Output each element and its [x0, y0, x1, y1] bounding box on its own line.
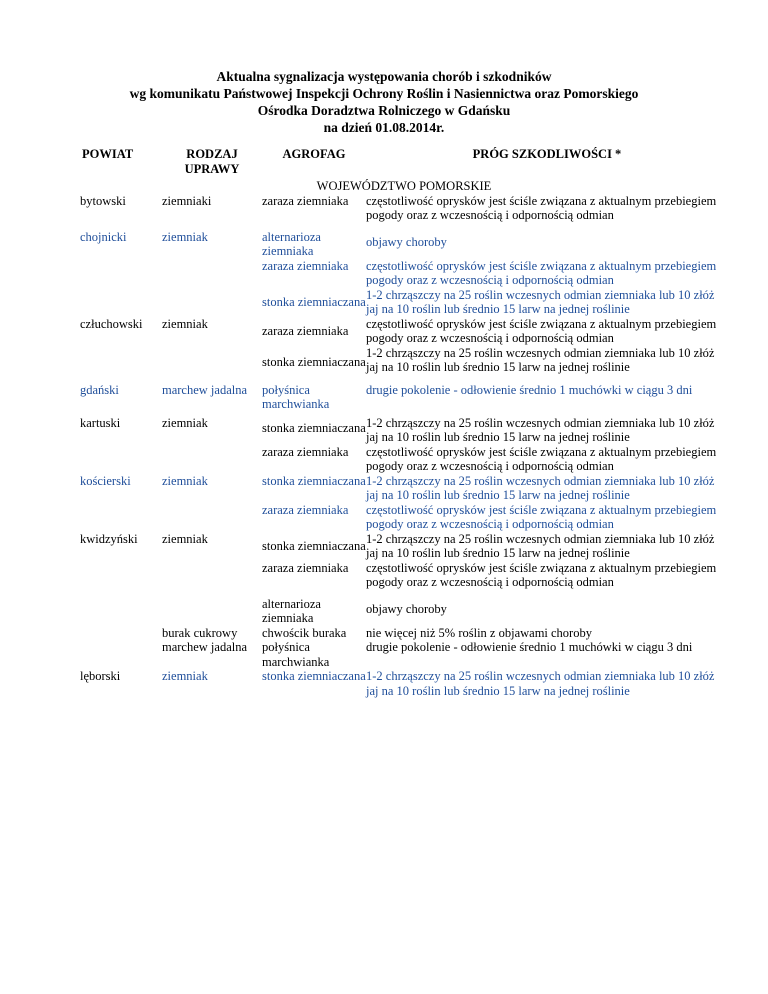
- agrofag-cell: zaraza ziemniaka: [262, 502, 349, 517]
- uprawa-cell: ziemniak: [162, 531, 208, 546]
- header-powiat: POWIAT: [82, 147, 134, 161]
- prog-cell: 1-2 chrząszczy na 25 roślin wczesnych odmian ziemniaka lub 10 złóż jaj na 10 roślin lub średnio 15 larw na jednej roślinie: [366, 531, 715, 560]
- uprawa-cell: ziemniaki: [162, 193, 212, 208]
- agrofag-cell: stonka ziemniaczana: [262, 420, 366, 435]
- uprawa-cell: ziemniak: [162, 669, 208, 683]
- powiat-cell: bytowski: [80, 193, 126, 208]
- table-row: [80, 561, 728, 594]
- header-rodzaj-uprawy: RODZAJ UPRAWY: [184, 147, 240, 176]
- title-line-4: na dzień 01.08.2014r.: [323, 120, 445, 135]
- table-row: [80, 346, 728, 379]
- uprawa-cell: marchew jadalna: [162, 640, 248, 654]
- powiat-cell: gdański: [80, 382, 119, 397]
- prog-cell: częstotliwość oprysków jest ściśle związana z aktualnym przebiegiem pogody oraz z wczesnością i odpornością odmian: [366, 316, 717, 345]
- agrofag-cell: chwościk buraka: [262, 625, 347, 640]
- prog-cell: 1-2 chrząszczy na 25 roślin wczesnych odmian ziemniaka lub 10 złóż jaj na 10 roślin lub średnio 15 larw na jednej roślinie: [366, 345, 715, 374]
- powiat-cell: chojnicki: [80, 229, 127, 244]
- table-row: [80, 669, 728, 698]
- agrofag-cell: połyśnica marchwianka: [262, 382, 330, 411]
- uprawa-cell: marchew jadalna: [162, 382, 248, 397]
- table-header-row: [80, 147, 728, 179]
- table-row: [80, 259, 728, 288]
- prog-cell: 1-2 chrząszczy na 25 roślin wczesnych odmian ziemniaka lub 10 złóż jaj na 10 roślin lub średnio 15 larw na jednej roślinie: [366, 287, 715, 316]
- table-row: [80, 227, 728, 259]
- region-row: [80, 179, 728, 194]
- table-row: [80, 640, 728, 669]
- uprawa-cell: ziemniak: [162, 473, 208, 488]
- prog-cell: częstotliwość oprysków jest ściśle związana z aktualnym przebiegiem pogody oraz z wczesnością i odpornością odmian: [366, 258, 717, 287]
- agrofag-cell: stonka ziemniaczana: [262, 294, 366, 309]
- header-agrofag: AGROFAG: [282, 147, 346, 161]
- table-row: [80, 379, 728, 412]
- prog-cell: częstotliwość oprysków jest ściśle związana z aktualnym przebiegiem pogody oraz z wczesnością i odpornością odmian: [366, 502, 717, 531]
- powiat-cell: kwidzyński: [80, 531, 138, 546]
- uprawa-cell: burak cukrowy: [162, 625, 238, 640]
- region-label: WOJEWÓDZTWO POMORSKIE: [316, 179, 492, 193]
- title-line-1: Aktualna sygnalizacja występowania chorób i szkodników: [216, 69, 552, 84]
- prog-cell: drugie pokolenie - odłowienie średnio 1 muchówki w ciągu 3 dni: [366, 382, 693, 397]
- title-line-3: Ośrodka Doradztwa Rolniczego w Gdańsku: [257, 103, 511, 118]
- prog-cell: drugie pokolenie - odłowienie średnio 1 muchówki w ciągu 3 dni: [366, 640, 693, 654]
- table-row: [80, 445, 728, 474]
- table-row: [80, 532, 728, 561]
- prog-cell: 1-2 chrząszczy na 25 roślin wczesnych odmian ziemniaka lub 10 złóż jaj na 10 roślin lub średnio 15 larw na jednej roślinie: [366, 669, 715, 698]
- powiat-cell: kościerski: [80, 473, 131, 488]
- agrofag-cell: stonka ziemniaczana: [262, 538, 366, 553]
- table-row: [80, 288, 728, 317]
- pest-signal-table: [80, 147, 728, 698]
- powiat-cell: kartuski: [80, 415, 121, 430]
- prog-cell: objawy choroby: [366, 602, 447, 617]
- agrofag-cell: zaraza ziemniaka: [262, 193, 349, 208]
- uprawa-cell: ziemniak: [162, 316, 208, 331]
- agrofag-cell: stonka ziemniaczana: [262, 669, 366, 683]
- table-row: [80, 412, 728, 445]
- table-row: [80, 594, 728, 626]
- prog-cell: objawy choroby: [366, 235, 447, 250]
- agrofag-cell: zaraza ziemniaka: [262, 323, 349, 338]
- table-row: [80, 474, 728, 503]
- prog-cell: częstotliwość oprysków jest ściśle związana z aktualnym przebiegiem pogody oraz z wczesnością i odpornością odmian: [366, 444, 717, 473]
- table-row: [80, 317, 728, 346]
- agrofag-cell: połyśnica marchwianka: [262, 640, 330, 669]
- uprawa-cell: ziemniak: [162, 415, 208, 430]
- agrofag-cell: zaraza ziemniaka: [262, 258, 349, 273]
- powiat-cell: lęborski: [80, 669, 121, 683]
- uprawa-cell: ziemniak: [162, 229, 208, 244]
- agrofag-cell: alternarioza ziemniaka: [262, 229, 321, 258]
- agrofag-cell: stonka ziemniaczana: [262, 354, 366, 369]
- prog-cell: 1-2 chrząszczy na 25 roślin wczesnych odmian ziemniaka lub 10 złóż jaj na 10 roślin lub średnio 15 larw na jednej roślinie: [366, 473, 715, 502]
- powiat-cell: człuchowski: [80, 316, 143, 331]
- header-prog: PRÓG SZKODLIWOŚCI *: [472, 147, 622, 161]
- agrofag-cell: zaraza ziemniaka: [262, 560, 349, 575]
- title-line-2: wg komunikatu Państwowej Inspekcji Ochrony Roślin i Nasiennictwa oraz Pomorskiego: [129, 86, 639, 101]
- prog-cell: 1-2 chrząszczy na 25 roślin wczesnych odmian ziemniaka lub 10 złóż jaj na 10 roślin lub średnio 15 larw na jednej roślinie: [366, 415, 715, 444]
- table-row: [80, 503, 728, 532]
- table-row: [80, 194, 728, 227]
- prog-cell: częstotliwość oprysków jest ściśle związana z aktualnym przebiegiem pogody oraz z wczesnością i odpornością odmian: [366, 193, 717, 222]
- document-title: [60, 68, 708, 136]
- table-row: [80, 626, 728, 641]
- agrofag-cell: zaraza ziemniaka: [262, 444, 349, 459]
- prog-cell: nie więcej niż 5% roślin z objawami choroby: [366, 625, 592, 640]
- agrofag-cell: alternarioza ziemniaka: [262, 596, 321, 625]
- prog-cell: częstotliwość oprysków jest ściśle związana z aktualnym przebiegiem pogody oraz z wczesnością i odpornością odmian: [366, 560, 717, 589]
- agrofag-cell: stonka ziemniaczana: [262, 473, 366, 488]
